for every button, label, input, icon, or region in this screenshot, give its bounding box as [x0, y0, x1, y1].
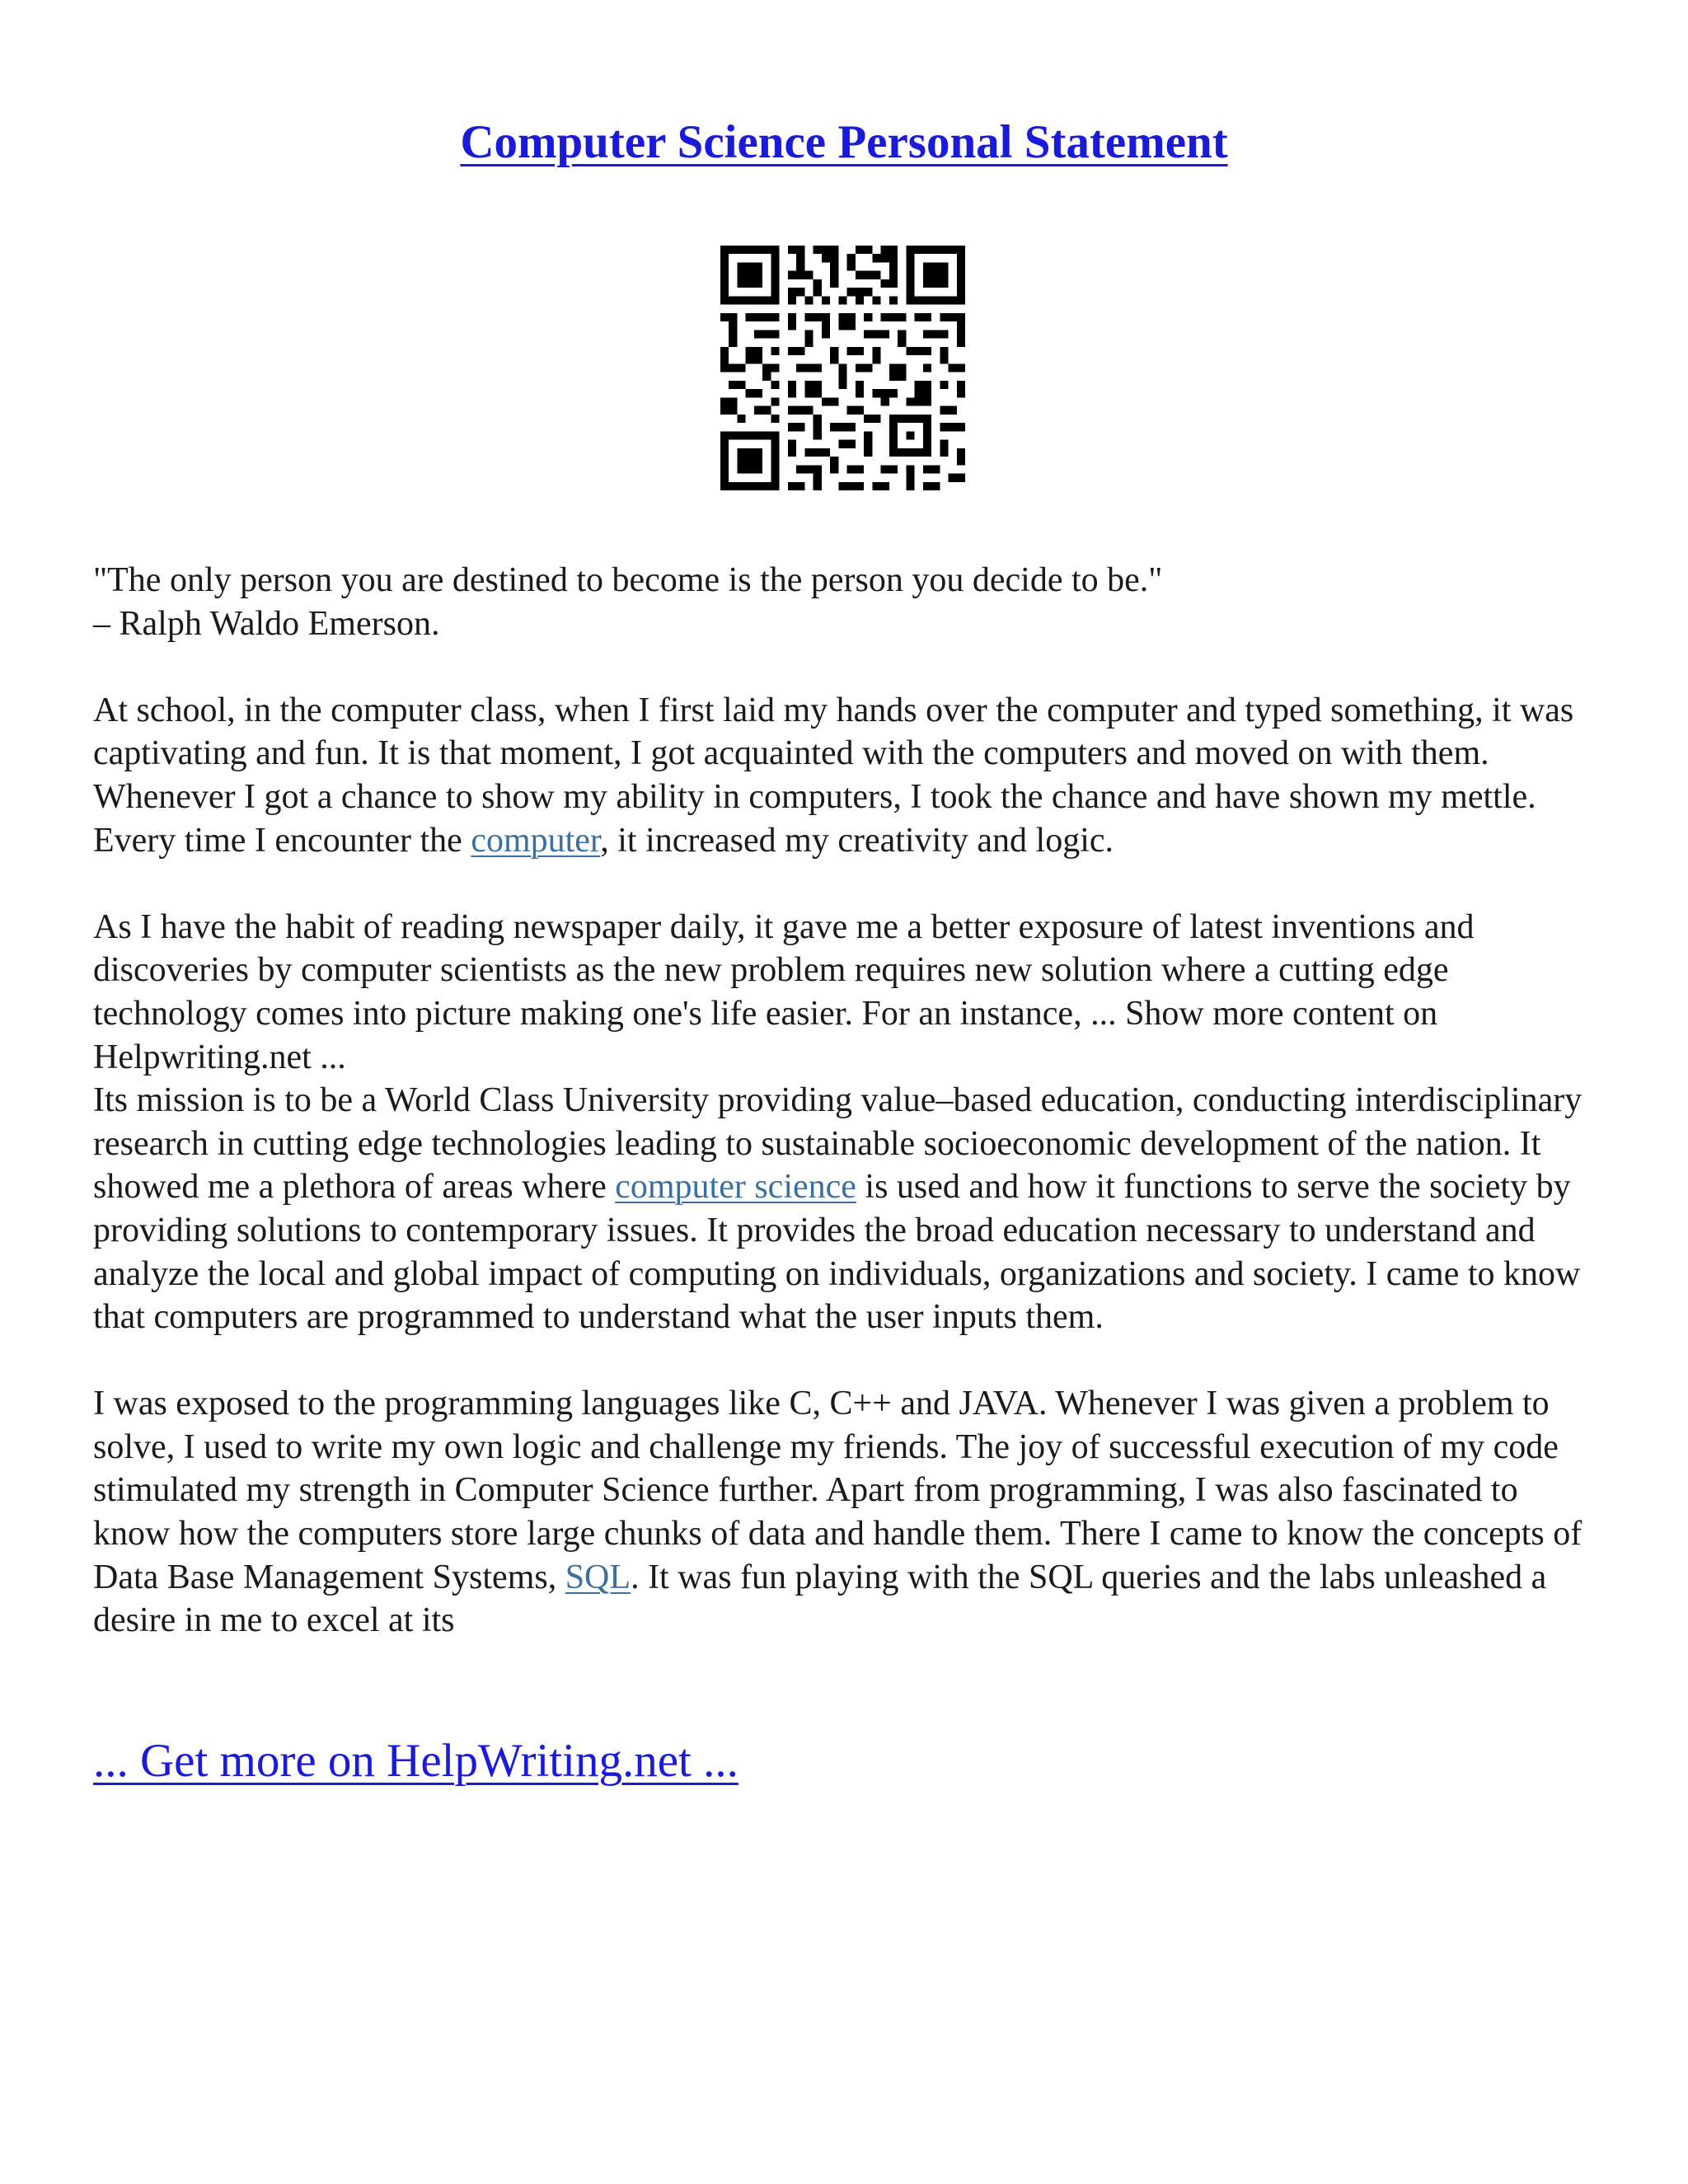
- article-body: [93, 559, 1601, 1643]
- paragraph-school: [93, 689, 1601, 862]
- get-more-container: [93, 1732, 738, 1790]
- paragraph-text: I was exposed to the programming languages like C, C++ and JAVA. Whenever I was given a problem to solve, I used to write my own logic and challenge my friends. The joy of successful execution of my code stimulated my strength in Computer Science further. Apart from programming, I was also fascinated to know how the computers store large chunks of data and handle them. There I came to know the concepts of Data Base Management Systems,: [93, 1385, 1582, 1596]
- computer-link[interactable]: computer: [471, 821, 601, 860]
- paragraph-newspaper: As I have the habit of reading newspaper daily, it gave me a better exposure of latest inventions and discoveries by computer scientists as the new problem requires new solution where a cutting edge technology comes into picture making one's life easier. For an instance, ... Show more content on Helpwriting.net ...: [93, 907, 1475, 1076]
- title-link[interactable]: Computer Science Personal Statement: [460, 116, 1228, 168]
- paragraph-text: is used and how it functions to serve the society by providing solutions to contemporary issues. It provides the broad education necessary to understand and analyze the local and global impact of computing on individuals, organizations and society. I came to know that computers are programmed to understand what the user inputs them.: [93, 1168, 1581, 1337]
- paragraph-text: , it increased my creativity and logic.: [600, 821, 1114, 860]
- qr-code-icon: [720, 246, 965, 490]
- paragraph-programming: [93, 1382, 1601, 1643]
- get-more-link[interactable]: ... Get more on HelpWriting.net ...: [93, 1735, 738, 1787]
- paragraph-text: Its mission is to be a World Class University providing value–based education, conducting interdisciplinary research in cutting edge technologies leading to sustainable socioeconomic development of the nation. It showed me a plethora of areas where: [93, 1081, 1582, 1207]
- quote-attribution: – Ralph Waldo Emerson.: [93, 604, 440, 643]
- computer-science-link[interactable]: computer science: [615, 1168, 856, 1207]
- paragraph-text: . It was fun playing with the SQL queries and the labs unleashed a desire in me to excel at its: [93, 1558, 1547, 1640]
- quote-text: "The only person you are destined to become is the person you decide to be.": [93, 561, 1163, 599]
- paragraph-text: At school, in the computer class, when I first laid my hands over the computer and typed something, it was captivating and fun. It is that moment, I got acquainted with the computers and moved on with them. Whenever I got a chance to show my ability in computers, I took the chance and have shown my mettle. Every time I encounter the: [93, 691, 1574, 860]
- paragraph-mission: [93, 1079, 1601, 1339]
- page-title: [0, 114, 1688, 171]
- sql-link[interactable]: SQL: [565, 1558, 631, 1596]
